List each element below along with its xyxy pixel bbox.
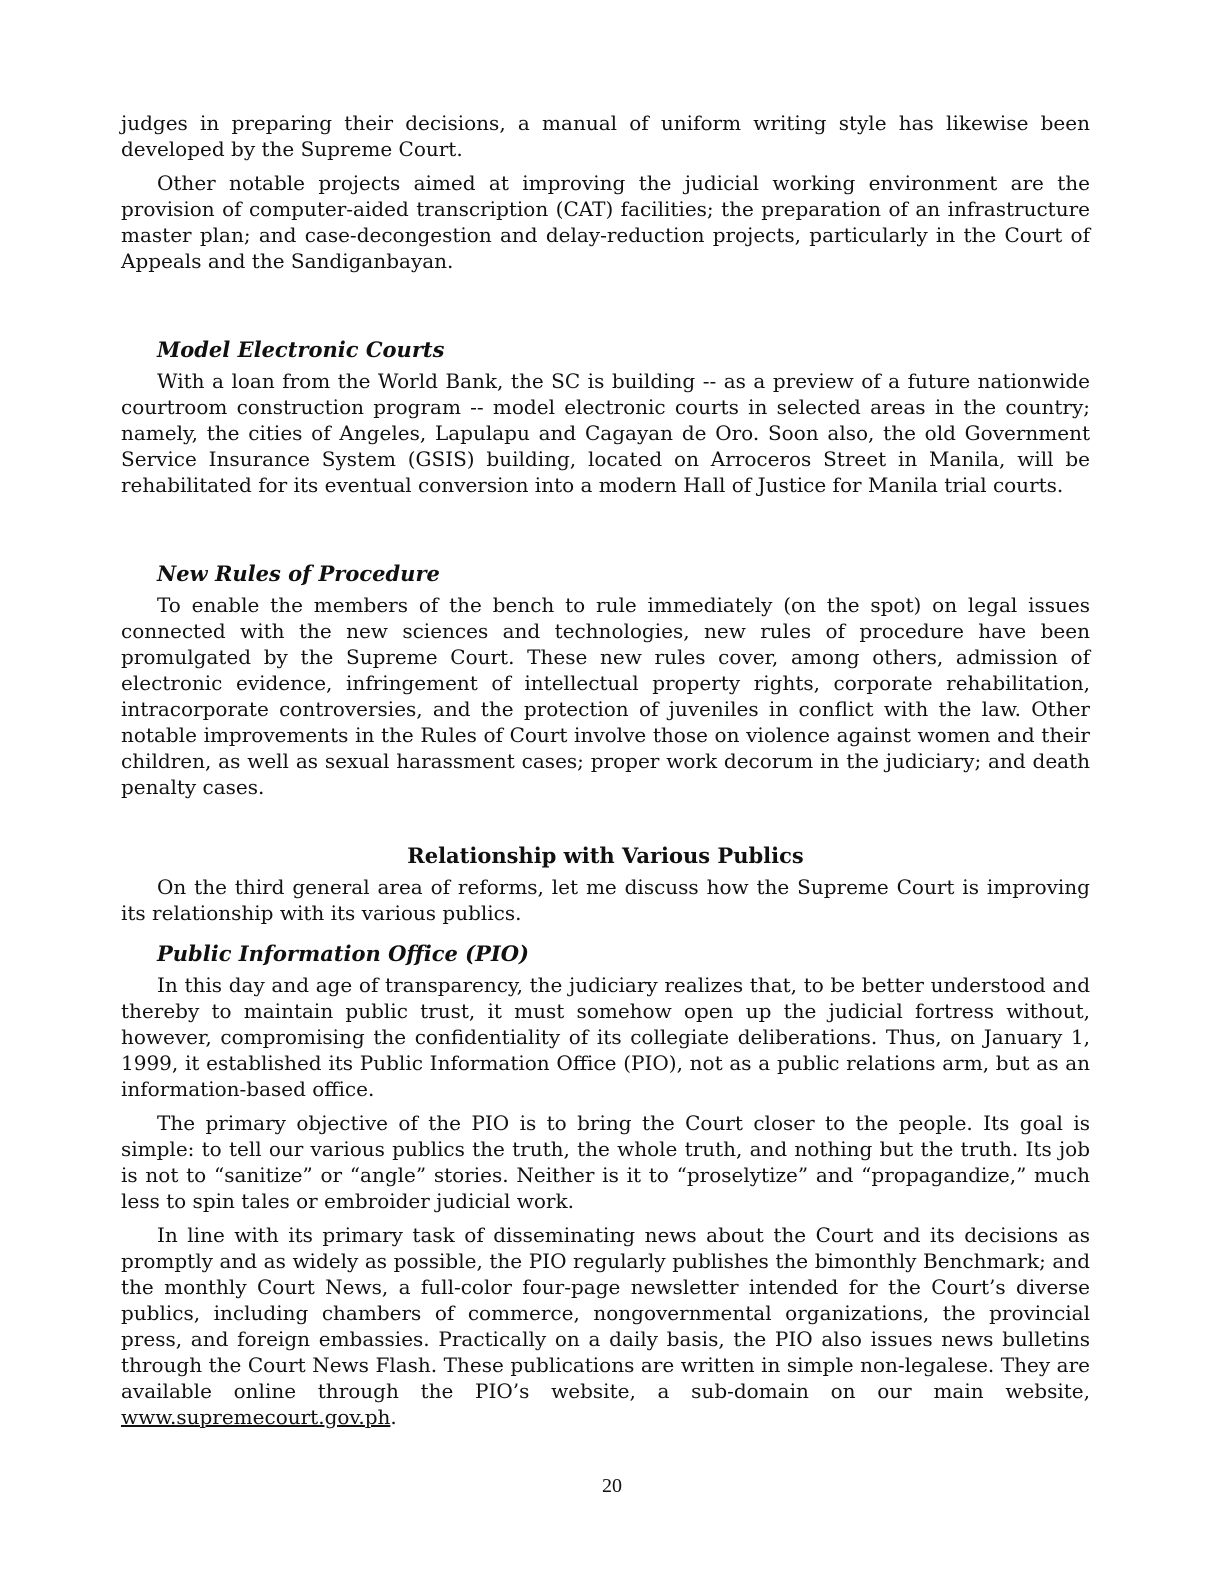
paragraph-model-courts: With a loan from the World Bank, the SC is building -- as a preview of a future nationwide courtroom construction program -- model electronic courts in selected areas in the country; namely, the cities of Angeles, Lapulapu and Cagayan de Oro. Soon also, the old Government Service Insurance System (GSIS) building, located on Arroceros Street in Manila, will be rehabilitated for its eventual conversion into a modern Hall of Justice for Manila trial courts.: [121, 369, 1090, 497]
supreme-court-website-link[interactable]: www.supremecourt.gov.ph: [121, 1405, 391, 1429]
paragraph-judges-manual: judges in preparing their decisions, a manual of uniform writing style has likewise been developed by the Supreme Court.: [121, 111, 1090, 161]
paragraph-new-rules: To enable the members of the bench to rule immediately (on the spot) on legal issues connected with the new sciences and technologies, new rules of procedure have been promulgated by the Supreme Court. These new rules cover, among others, admission of electronic evidence, infringement of intellectual property rights, corporate rehabilitation, intracorporate controversies, and the protection of juveniles in conflict with the law. Other notable improvements in the Rules of Court involve those on violence against women and their children, as well as sexual harassment cases; proper work decorum in the judiciary; and death penalty cases.: [121, 593, 1090, 799]
page-number: 20: [602, 1475, 622, 1497]
heading-model-electronic-courts: Model Electronic Courts: [157, 337, 445, 362]
paragraph-pio-objective: The primary objective of the PIO is to bring the Court closer to the people. Its goal is simple: to tell our various publics the truth, the whole truth, and nothing but the truth. Its job is not to “sanitize” or “angle” stories. Neither is it to “proselytize” and “propagandize,” much less to spin tales or embroider judicial work.: [121, 1111, 1090, 1213]
paragraph-third-area: On the third general area of reforms, let me discuss how the Supreme Court is improving its relationship with its various publics.: [121, 875, 1090, 925]
paragraph-pio-publications-end: .: [390, 1405, 397, 1429]
document-body: [121, 110, 1090, 1430]
paragraph-pio-publications: [121, 1222, 1090, 1430]
heading-public-information-office: Public Information Office (PIO): [157, 941, 529, 966]
heading-new-rules-of-procedure: New Rules of Procedure: [157, 561, 440, 586]
paragraph-transparency: In this day and age of transparency, the judiciary realizes that, to be better understood and thereby to maintain public trust, it must somehow open up the judicial fortress without, however, compromising the confidentiality of its collegiate deliberations. Thus, on January 1, 1999, it established its Public Information Office (PIO), not as a public relations arm, but as an information-based office.: [121, 973, 1090, 1101]
paragraph-other-projects: Other notable projects aimed at improving the judicial working environment are the provision of computer-aided transcription (CAT) facilities; the preparation of an infrastructure master plan; and case-decongestion and delay-reduction projects, particularly in the Court of Appeals and the Sandiganbayan.: [121, 171, 1090, 273]
paragraph-pio-publications-text: In line with its primary task of disseminating news about the Court and its decisions as promptly and as widely as possible, the PIO regularly publishes the bimonthly Benchmark; and the monthly Court News, a full-color four-page newsletter intended for the Court’s diverse publics, including chambers of commerce, nongovernmental organizations, the provincial press, and foreign embassies. Practically on a daily basis, the PIO also issues news bulletins through the Court News Flash. These publications are written in simple non-legalese. They are available online through the PIO’s website, a sub-domain on our main website,: [121, 1223, 1090, 1403]
heading-relationship-with-various-publics: Relationship with Various Publics: [407, 843, 804, 868]
